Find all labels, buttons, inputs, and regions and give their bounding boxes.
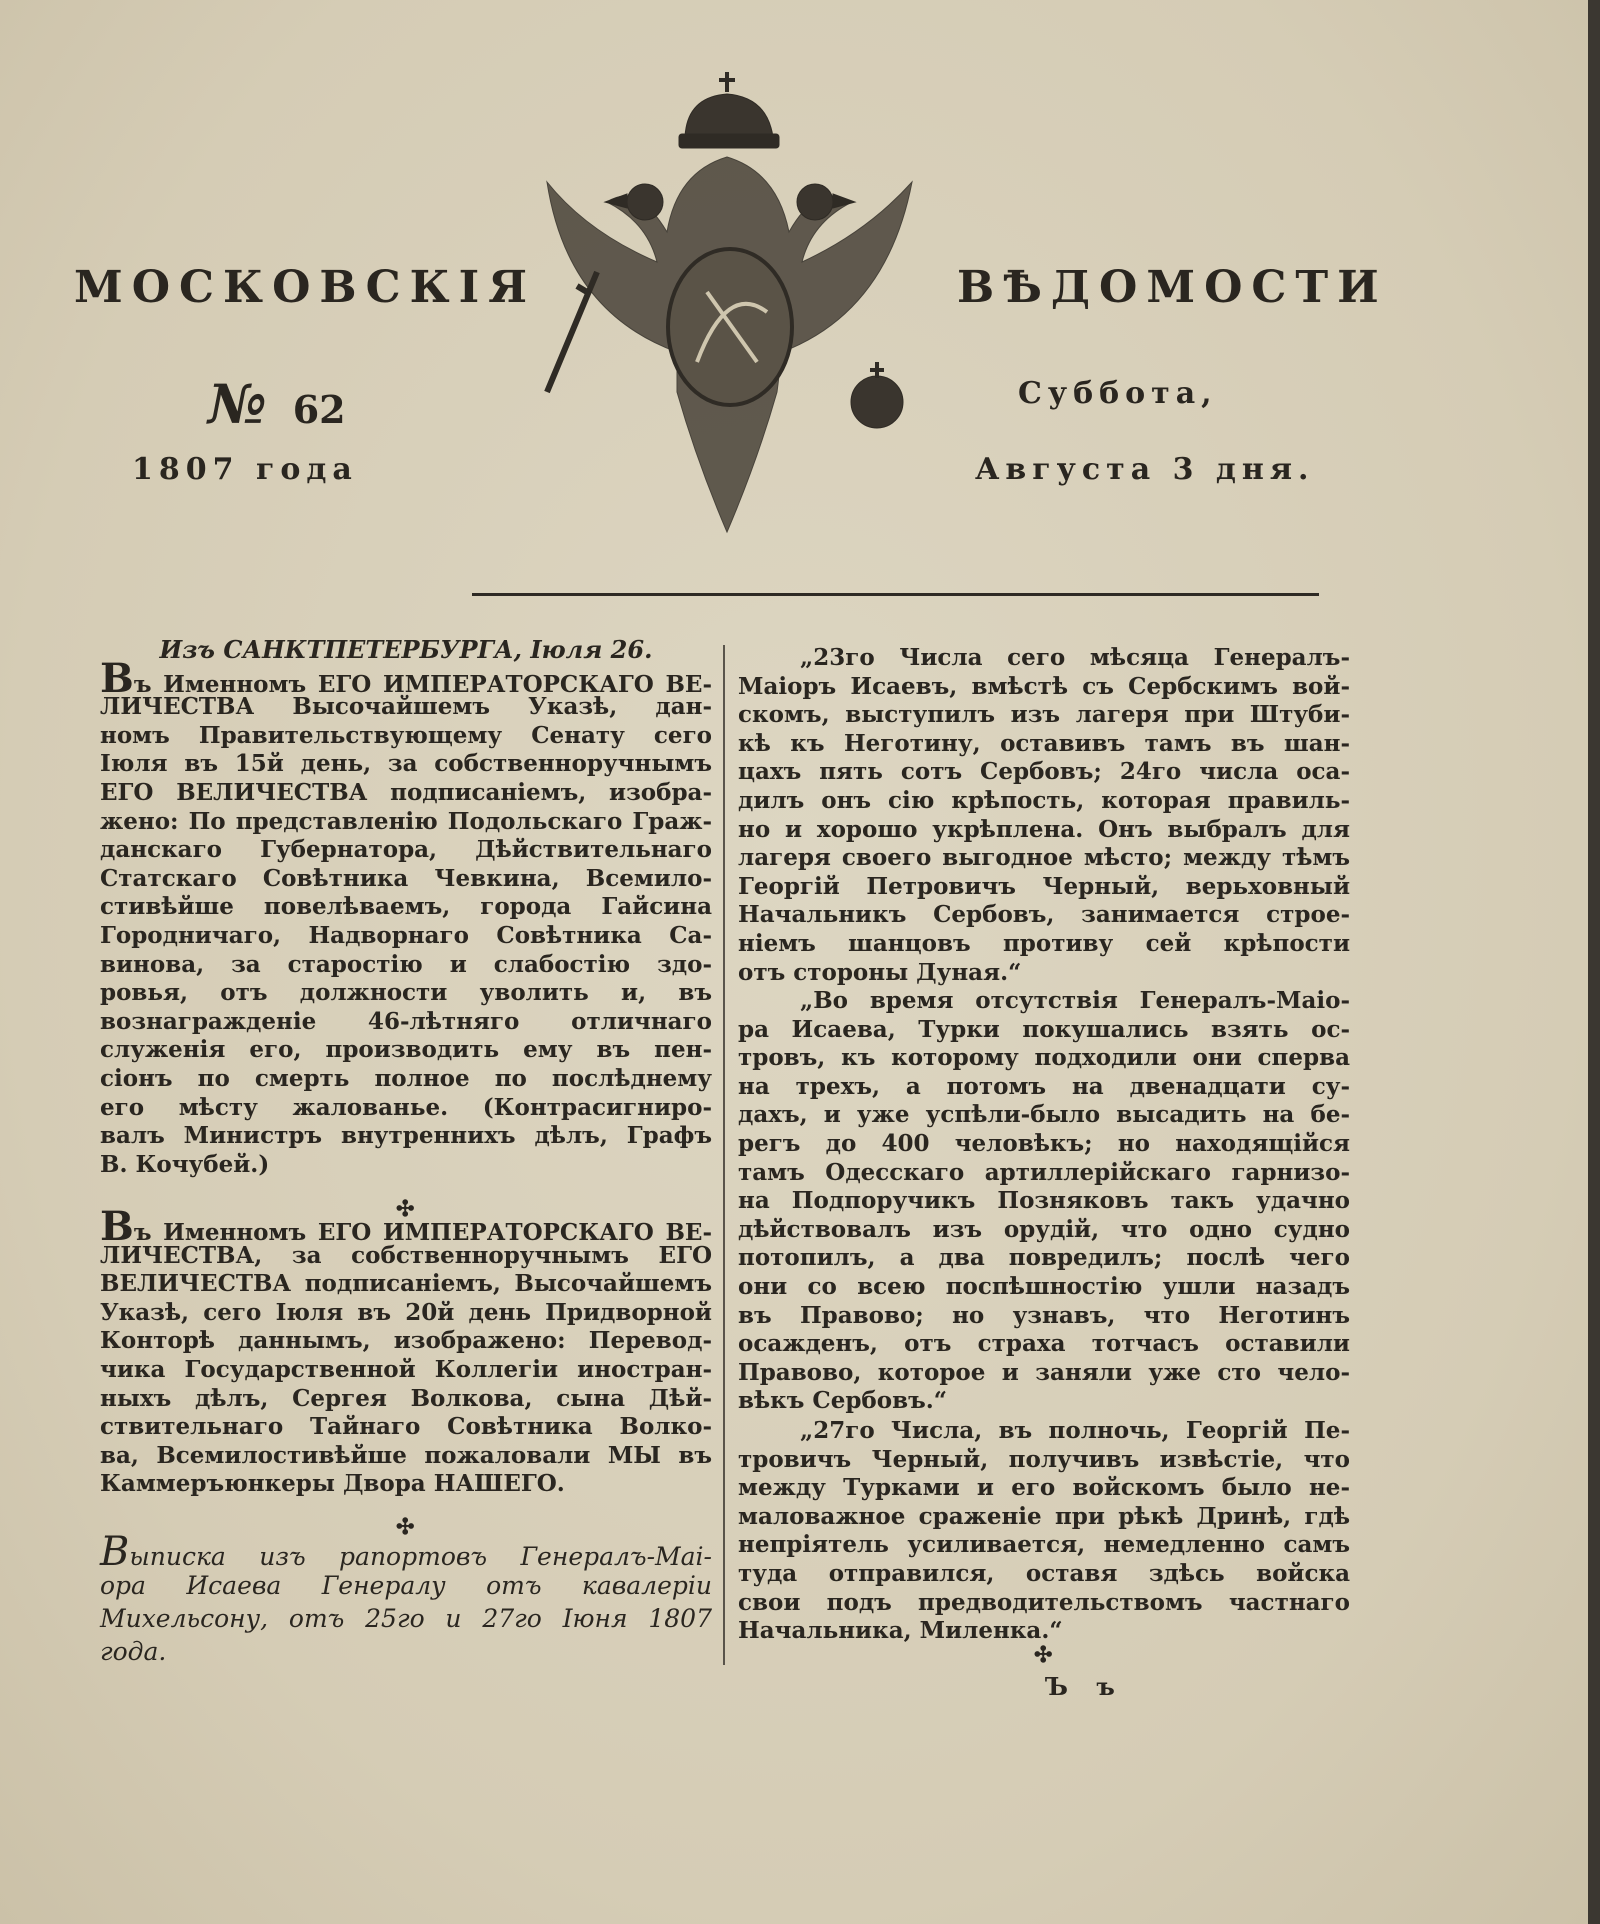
masthead-title-right: ВѢДОМОСТИ	[957, 262, 1388, 313]
text-line: „Во время отсутствія Генералъ-Маіо-	[800, 987, 1350, 1014]
text-line: вознагражденіе 46-лѣтняго отличнаго	[100, 1007, 712, 1035]
text-line: дахъ, и уже успѣли-было высадить на бе-	[738, 1101, 1350, 1129]
text-line: Конторѣ даннымъ, изображено: Перевод-	[100, 1327, 712, 1355]
text-line: года.	[100, 1637, 167, 1666]
text-line: ныхъ дѣлъ, Сергея Волкова, сына Дѣй-	[100, 1384, 712, 1412]
text-line: Въ Именномъ ЕГО ИМПЕРАТОРСКАГО ВЕ-	[100, 1203, 712, 1250]
dateline: Изъ САНКТПЕТЕРБУРГА, Іюля 26.	[159, 635, 653, 664]
issue-number	[208, 372, 346, 436]
text-line: отъ стороны Дуная.“	[738, 958, 1022, 986]
section-ornament: ✣	[1034, 1642, 1053, 1668]
header-rule	[472, 593, 1319, 596]
text-line: ЛИЧЕСТВА, за собственноручнымъ ЕГО	[100, 1241, 712, 1269]
text-line: Указѣ, сего Іюля въ 20й день Придворной	[100, 1298, 712, 1326]
text-line: дѣйствовалъ изъ орудій, что одно судно	[738, 1215, 1350, 1243]
masthead-title-left: МОСКОВСКІЯ	[74, 262, 537, 313]
text-line: скомъ, выступилъ изъ лагеря при Штуби-	[738, 701, 1350, 729]
text-line: Правово, которое и заняли уже сто чело-	[738, 1358, 1350, 1386]
text-line: „27го Числа, въ полночь, Георгій Пе-	[800, 1417, 1350, 1444]
text-line: непріятель усиливается, немедленно самъ	[738, 1531, 1350, 1559]
number-sign: №	[208, 372, 267, 436]
text-line: они со всею поспѣшностію ушли назадъ	[738, 1272, 1350, 1300]
text-line: Выписка изъ рапортовъ Генералъ-Маі-	[100, 1529, 712, 1575]
report-paragraph-absence	[738, 987, 1350, 1416]
section-ornament: ✣	[396, 1196, 415, 1222]
report-paragraph-27	[738, 1417, 1350, 1646]
text-line: Городничаго, Надворнаго Совѣтника Са-	[100, 921, 712, 949]
text-line: осажденъ, отъ страха тотчасъ оставили	[738, 1330, 1350, 1358]
text-line: ра Исаева, Турки покушались взять ос-	[738, 1015, 1350, 1043]
text-line: вѣкъ Сербовъ.“	[738, 1387, 947, 1415]
text-line: Михельсону, отъ 25го и 27го Іюня 1807	[100, 1604, 712, 1633]
text-line: на трехъ, а потомъ на двенадцати су-	[738, 1072, 1350, 1100]
article-imperial-decree	[100, 1203, 712, 1499]
catchword: Ъ ъ	[1045, 1672, 1125, 1701]
text-line: Статскаго Совѣтника Чевкина, Всемило-	[100, 864, 712, 892]
text-line: номъ Правительствующему Сенату сего	[100, 721, 712, 749]
year: 1807 года	[132, 452, 358, 487]
text-line: ва, Всемилостивѣйше пожаловали МЫ въ	[100, 1441, 712, 1469]
text-line: цахъ пять сотъ Сербовъ; 24го числа оса-	[738, 758, 1350, 786]
text-line: Въ Именномъ ЕГО ИМПЕРАТОРСКАГО ВЕ-	[100, 654, 712, 702]
text-line: валъ Министръ внутреннихъ дѣлъ, Графъ	[100, 1122, 712, 1150]
text-line: потопилъ, а два повредилъ; послѣ чего	[738, 1244, 1350, 1272]
text-line: тамъ Одесскаго артиллерійскаго гарнизо-	[738, 1158, 1350, 1186]
text-line: Начальникъ Сербовъ, занимается строе-	[738, 901, 1350, 929]
section-ornament: ✣	[396, 1514, 415, 1540]
text-line: данскаго Губернатора, Дѣйствительнаго	[100, 836, 712, 864]
text-line: чика Государственной Коллегіи иностран-	[100, 1355, 712, 1383]
text-line: стивѣйше повелѣваемъ, города Гайсина	[100, 893, 712, 921]
text-line: ора Исаева Генералу отъ кавалеріи	[100, 1571, 712, 1600]
text-line: служенія его, производить ему въ пен-	[100, 1036, 712, 1064]
scan-edge	[1588, 0, 1600, 1924]
double-headed-eagle-emblem	[527, 62, 932, 552]
text-line: сіонъ по смерть полное по послѣднему	[100, 1064, 712, 1092]
text-line: въ Правово; но узнавъ, что Неготинъ	[738, 1301, 1350, 1329]
text-line: тровъ, къ которому подходили они сперва	[738, 1044, 1350, 1072]
text-line: на Подпоручикъ Позняковъ такъ удачно	[738, 1187, 1350, 1215]
report-paragraph-23	[738, 644, 1350, 987]
weekday: Суббота,	[1018, 376, 1218, 411]
text-line: маловажное сраженіе при рѣкѣ Дринѣ, гдѣ	[738, 1502, 1350, 1530]
text-line: винова, за старостію и слабостію здо-	[100, 950, 712, 978]
text-line: его мѣсту жалованье. (Контрасигниро-	[100, 1093, 712, 1121]
text-line: регъ до 400 человѣкъ; но находящійся	[738, 1129, 1350, 1157]
article-st-petersburg	[100, 636, 712, 1179]
text-line: тровичъ Черный, получивъ извѣстіе, что	[738, 1445, 1350, 1473]
issue-number-value: 62	[292, 387, 346, 432]
text-line: жено: По представленію Подольскаго Граж-	[100, 807, 712, 835]
text-line: Георгій Петровичъ Черный, верьховный	[738, 872, 1350, 900]
text-line: свои подъ предводительствомъ частнаго	[738, 1588, 1350, 1616]
text-line: ЛИЧЕСТВА Высочайшемъ Указѣ, дан-	[100, 693, 712, 721]
text-line: Маіоръ Исаевъ, вмѣстѣ съ Сербскимъ вой-	[738, 672, 1350, 700]
text-line: но и хорошо укрѣплена. Онъ выбралъ для	[738, 815, 1350, 843]
text-line: Іюля въ 15й день, за собственноручнымъ	[100, 750, 712, 778]
text-line: ЕГО ВЕЛИЧЕСТВА подписаніемъ, изобра-	[100, 778, 712, 806]
text-line: туда отправился, оставя здѣсь войска	[738, 1559, 1350, 1587]
text-line: В. Кочубей.)	[100, 1150, 270, 1178]
text-line: между Турками и его войскомъ было не-	[738, 1474, 1350, 1502]
text-line: „23го Числа сего мѣсяца Генералъ-	[800, 644, 1350, 671]
text-line: Начальника, Миленка.“	[738, 1617, 1063, 1645]
article-report-heading	[100, 1529, 712, 1668]
text-line: ровья, отъ должности уволить и, въ	[100, 979, 712, 1007]
issue-date: Августа 3 дня.	[975, 452, 1315, 487]
text-line: ствительнаго Тайнаго Совѣтника Волко-	[100, 1413, 712, 1441]
text-line: ніемъ шанцовъ противу сей крѣпости	[738, 929, 1350, 957]
text-line: лагеря своего выгодное мѣсто; между тѣмъ	[738, 844, 1350, 872]
text-line: кѣ къ Неготину, оставивъ тамъ въ шан-	[738, 729, 1350, 757]
text-line: дилъ онъ сію крѣпость, которая правиль-	[738, 786, 1350, 814]
text-line: Каммеръюнкеры Двора НАШЕГО.	[100, 1470, 565, 1498]
text-line: ВЕЛИЧЕСТВА подписаніемъ, Высочайшемъ	[100, 1270, 712, 1298]
column-divider	[723, 645, 725, 1665]
